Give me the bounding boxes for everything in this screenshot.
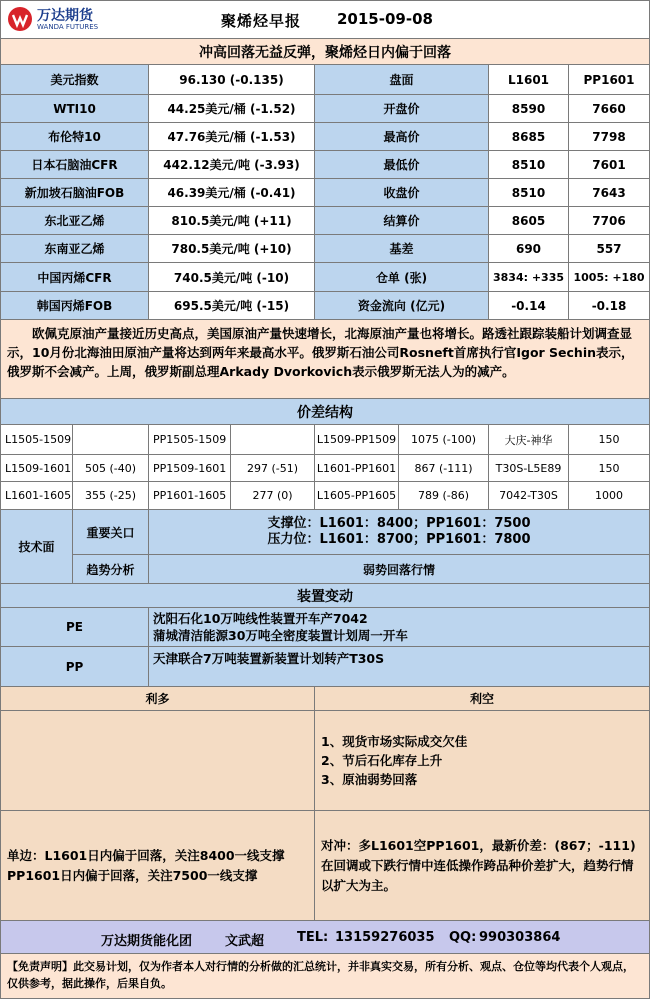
spread-cell: 1000	[595, 489, 623, 502]
spread-cell: 150	[598, 433, 620, 446]
spread-cell: 789 (-86)	[399, 482, 489, 509]
market-label: 美元指数	[1, 65, 149, 94]
spread-cell: L1505-1509	[1, 425, 73, 454]
header-bar	[1, 1, 649, 39]
spread-cell: L1509-1601	[1, 455, 73, 481]
spread-cell: PP1509-1601	[149, 455, 231, 481]
report-date: 2015-09-08	[337, 10, 433, 28]
panel-header-label: 盘面	[315, 65, 489, 94]
device-pe-label: PE	[1, 608, 149, 646]
report-title: 聚烯烃早报	[221, 12, 302, 30]
device-title-row	[1, 584, 649, 608]
panel-header-l1601: L1601	[489, 65, 569, 94]
market-label: 韩国丙烯FOB	[1, 292, 149, 319]
footer-contact-row	[1, 921, 649, 954]
footer-tel: 13159276035	[335, 930, 435, 945]
trend-text: 弱势回落行情	[149, 555, 649, 583]
market-value: 47.76美元/桶 (-1.53)	[149, 123, 315, 150]
panel-label: 开盘价	[315, 95, 489, 122]
market-row	[1, 123, 649, 151]
disclaimer: 【免责声明】此交易计划，仅为作者本人对行情的分析做的汇总统计，并非真实交易，所有分析、观点、仓位等均代表个人观点，仅供参考，据此操作，后果自负。	[7, 960, 634, 990]
device-pp-text: 天津联合7万吨装置新装置计划转产T30S	[153, 651, 385, 666]
logo-en: WANDA FUTURES	[37, 23, 99, 31]
market-row	[1, 151, 649, 179]
market-value: 780.5美元/吨 (+10)	[149, 235, 315, 262]
market-label: 中国丙烯CFR	[1, 263, 149, 291]
spread-cell: 867 (-111)	[399, 455, 489, 481]
panel-l1601: 8510	[489, 151, 569, 178]
panel-l1601: 3834: +335	[489, 263, 569, 291]
device-pe-line: 沈阳石化10万吨线性装置开车产7042	[153, 611, 368, 626]
spread-title: 价差结构	[297, 404, 353, 421]
spread-cell	[231, 425, 315, 454]
market-label: WTI10	[1, 95, 149, 122]
market-row	[1, 95, 649, 123]
device-pe-row	[1, 608, 649, 647]
key-levels-row	[73, 510, 649, 555]
spread-cell	[73, 425, 149, 454]
factors-title-row	[1, 687, 649, 711]
panel-l1601: 8685	[489, 123, 569, 150]
market-value: 44.25美元/桶 (-1.52)	[149, 95, 315, 122]
market-value: 442.12美元/吨 (-3.93)	[149, 151, 315, 178]
market-label: 东南亚乙烯	[1, 235, 149, 262]
market-row	[1, 292, 649, 320]
spread-cell: 大庆-神华	[489, 425, 569, 454]
device-pe-text	[149, 608, 649, 646]
panel-label: 结算价	[315, 207, 489, 234]
spread-cell: L1601-PP1601	[315, 455, 399, 481]
key-levels-box	[149, 510, 649, 554]
spread-cell: L1605-PP1605	[315, 482, 399, 509]
key-levels-label: 重要关口	[73, 510, 149, 554]
news-row	[1, 320, 649, 399]
panel-pp1601: 557	[569, 235, 649, 262]
disclaimer-row	[1, 954, 649, 998]
spread-row	[1, 455, 649, 482]
market-value: 810.5美元/吨 (+11)	[149, 207, 315, 234]
panel-label: 基差	[315, 235, 489, 262]
trend-label: 趋势分析	[73, 555, 149, 583]
panel-pp1601: -0.18	[569, 292, 649, 319]
technical-section	[1, 510, 649, 584]
panel-l1601: 8605	[489, 207, 569, 234]
market-row	[1, 207, 649, 235]
spread-cell: 1075 (-100)	[399, 425, 489, 454]
panel-label: 仓单 (张)	[315, 263, 489, 291]
bear-item: 3、原油弱势回落	[321, 772, 418, 787]
footer-qq: 990303864	[479, 930, 561, 945]
panel-pp1601: 7660	[569, 95, 649, 122]
spread-cell: L1601-1605	[1, 482, 73, 509]
bull-title: 利多	[1, 687, 315, 710]
panel-pp1601: 7601	[569, 151, 649, 178]
bear-item: 2、节后石化库存上升	[321, 753, 443, 768]
footer-team: 万达期货能化团	[101, 934, 193, 949]
bear-title: 利空	[469, 692, 494, 706]
headline-row	[1, 39, 649, 65]
panel-l1601: -0.14	[489, 292, 569, 319]
spread-cell: PP1601-1605	[149, 482, 231, 509]
panel-l1601: 8590	[489, 95, 569, 122]
market-label: 日本石脑油CFR	[1, 151, 149, 178]
footer-tel-label: TEL:	[297, 930, 329, 945]
spread-cell: 297 (-51)	[231, 455, 315, 481]
resistance-level: 压力位：L1601：8700；PP1601：7800	[267, 532, 531, 547]
market-value: 96.130 (-0.135)	[149, 65, 315, 94]
headline: 冲高回落无益反弹，聚烯烃日内偏于回落	[199, 44, 451, 61]
market-value: 740.5美元/吨 (-10)	[149, 263, 315, 291]
spread-cell: T30S-L5E89	[489, 455, 569, 481]
market-row	[1, 263, 649, 292]
spread-cell: 355 (-25)	[73, 482, 149, 509]
panel-pp1601: 7643	[569, 179, 649, 206]
device-pp-row	[1, 647, 649, 687]
device-pp-label: PP	[1, 647, 149, 686]
market-label: 新加坡石脑油FOB	[1, 179, 149, 206]
spread-cell: L1509-PP1509	[315, 425, 399, 454]
spread-cell: 7042-T30S	[489, 482, 569, 509]
spread-row	[1, 482, 649, 510]
market-label: 布伦特10	[1, 123, 149, 150]
market-row	[1, 65, 649, 95]
wanda-logo-icon	[7, 6, 33, 32]
spread-cell: PP1505-1509	[149, 425, 231, 454]
spread-cell: 150	[598, 461, 620, 475]
strategy-single: 单边：L1601日内偏于回落，关注8400一线支撑 PP1601日内偏于回落，关注7500一线支撑	[1, 811, 315, 921]
panel-label: 最低价	[315, 151, 489, 178]
market-value: 695.5美元/吨 (-15)	[149, 292, 315, 319]
factors-body-row	[1, 711, 649, 811]
spread-title-row	[1, 399, 649, 425]
panel-l1601: 690	[489, 235, 569, 262]
bull-list	[1, 711, 315, 810]
market-value: 46.39美元/桶 (-0.41)	[149, 179, 315, 206]
news-paragraph: 欧佩克原油产量接近历史高点，美国原油产量快速增长，北海原油产量也将增长。路透社跟踪装船计划调查显示，10月份北海油田原油产量将达到两年来最高水平。俄罗斯石油公司Rosneft首席执行官Igor Sechin表示，俄罗斯不会减产。上周，俄罗斯副总理Arkady Dvorkovich表示俄罗斯无法人为的减产。	[7, 326, 634, 379]
logo-cn: 万达期货	[37, 8, 93, 24]
footer-author: 文武超	[225, 934, 265, 949]
panel-pp1601: 7706	[569, 207, 649, 234]
strategy-row	[1, 811, 649, 921]
panel-label: 收盘价	[315, 179, 489, 206]
market-row	[1, 235, 649, 263]
footer-qq-label: QQ:	[449, 930, 477, 945]
device-title: 装置变动	[297, 588, 353, 605]
panel-label: 资金流向 (亿元)	[315, 292, 489, 319]
spread-row	[1, 425, 649, 455]
trend-row	[73, 555, 649, 583]
strategy-hedge: 对冲：多L1601空PP1601，最新价差：(867；-111) 在回调或下跌行情中连低操作跨品种价差扩大，趋势行情以扩大为主。	[321, 838, 636, 893]
spread-cell: 505 (-40)	[73, 455, 149, 481]
market-label: 东北亚乙烯	[1, 207, 149, 234]
panel-pp1601: 7798	[569, 123, 649, 150]
panel-pp1601: 1005: +180	[569, 263, 649, 291]
panel-label: 最高价	[315, 123, 489, 150]
spread-cell: 277 (0)	[231, 482, 315, 509]
panel-header-pp1601: PP1601	[569, 65, 649, 94]
bear-item: 1、现货市场实际成交欠佳	[321, 734, 468, 749]
device-pe-line: 蒲城清洁能源30万吨全密度装置计划周一开车	[153, 628, 408, 643]
panel-l1601: 8510	[489, 179, 569, 206]
market-row	[1, 179, 649, 207]
support-level: 支撑位：L1601：8400；PP1601：7500	[267, 516, 531, 531]
technical-label: 技术面	[1, 510, 73, 583]
bear-list	[315, 711, 649, 810]
